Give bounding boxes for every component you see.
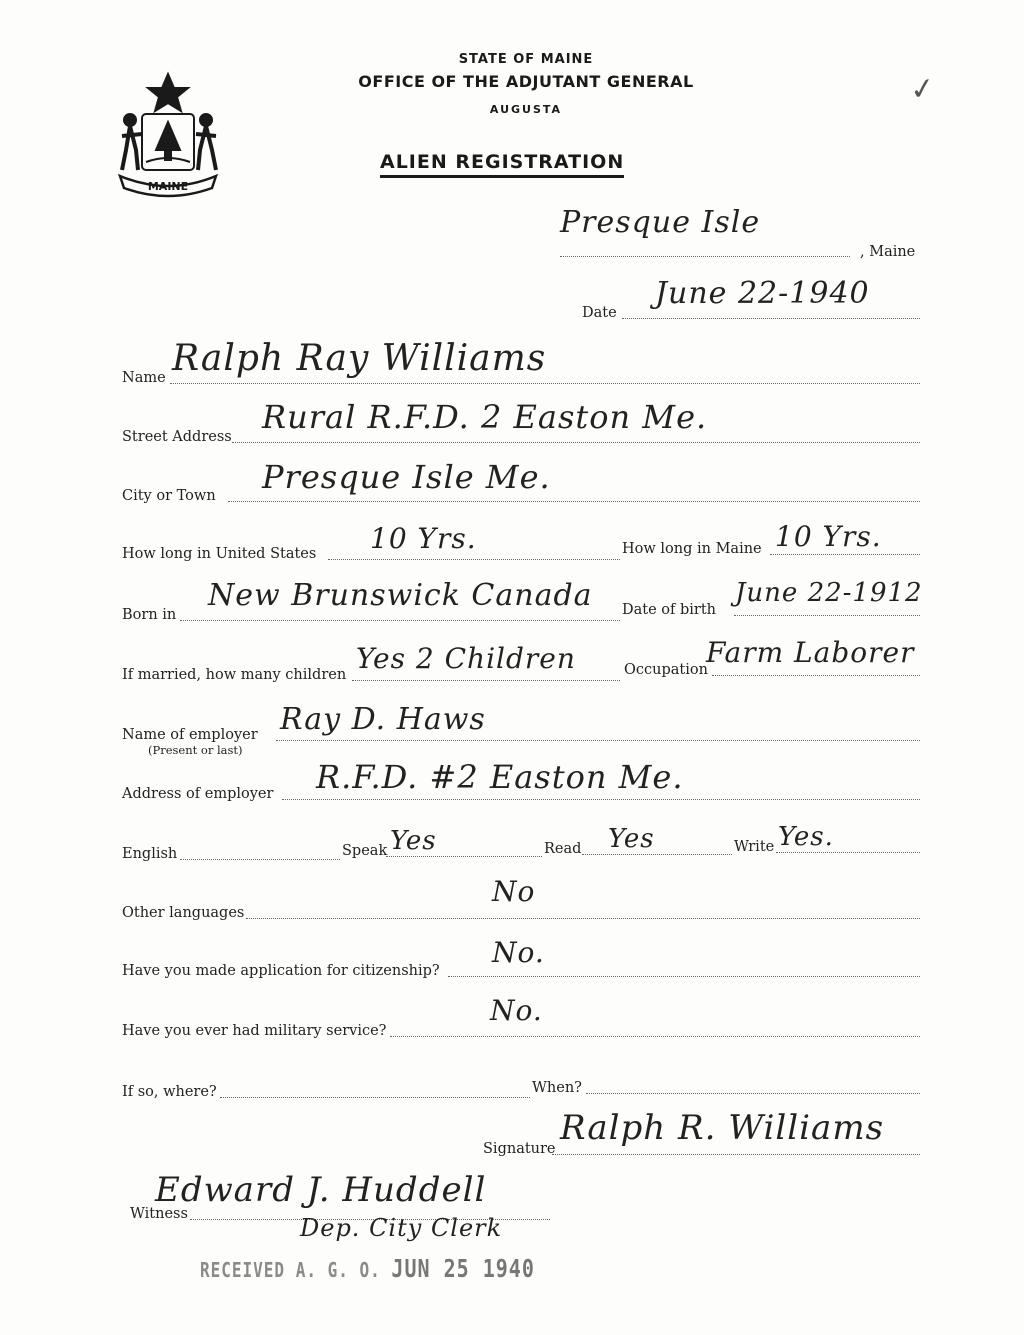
- military-value: No.: [490, 994, 543, 1027]
- write-value: Yes.: [778, 822, 834, 852]
- header-state: STATE OF MAINE: [458, 52, 594, 67]
- street-address-value: Rural R.F.D. 2 Easton Me.: [262, 398, 708, 436]
- how-long-maine-value: 10 Yrs.: [775, 520, 882, 553]
- english-label: English: [122, 846, 178, 862]
- seal-text: MAINE: [147, 180, 189, 193]
- employer-address-value: R.F.D. #2 Easton Me.: [316, 758, 684, 796]
- other-languages-label: Other languages: [122, 905, 245, 921]
- when-label: When?: [532, 1080, 582, 1096]
- how-long-us-value: 10 Yrs.: [370, 522, 477, 555]
- present-or-last-label: (Present or last): [148, 743, 243, 757]
- header-city: AUGUSTA: [489, 103, 563, 116]
- date-label: Date: [582, 305, 617, 321]
- date-of-birth-value: June 22-1912: [735, 578, 923, 608]
- name-label: Name: [122, 370, 166, 386]
- other-languages-value: No: [492, 875, 536, 908]
- signature-value: Ralph R. Williams: [560, 1108, 885, 1148]
- if-married-label: If married, how many children: [122, 667, 347, 683]
- city-label: City or Town: [122, 488, 216, 504]
- witness-name-value: Edward J. Huddell: [155, 1170, 487, 1210]
- place-state-label: , Maine: [860, 244, 916, 260]
- occupation-label: Occupation: [624, 662, 708, 678]
- place-dots: [560, 256, 850, 257]
- street-address-label: Street Address: [122, 429, 232, 445]
- citizenship-label: Have you made application for citizenship?: [122, 963, 440, 979]
- header-office: OFFICE OF THE ADJUTANT GENERAL: [358, 72, 694, 91]
- employer-address-label: Address of employer: [122, 786, 274, 802]
- speak-value: Yes: [390, 826, 437, 856]
- military-label: Have you ever had military service?: [122, 1023, 387, 1039]
- form-title: ALIEN REGISTRATION: [380, 151, 624, 178]
- born-in-label: Born in: [122, 607, 177, 623]
- employer-label: Name of employer: [122, 727, 258, 743]
- check-mark-icon: ✓: [907, 70, 938, 109]
- read-label: Read: [544, 841, 582, 857]
- how-long-maine-label: How long in Maine: [622, 541, 762, 557]
- read-value: Yes: [608, 824, 655, 854]
- city-value: Presque Isle Me.: [262, 458, 551, 496]
- write-label: Write: [734, 839, 775, 855]
- if-so-where-label: If so, where?: [122, 1084, 217, 1100]
- date-of-birth-label: Date of birth: [622, 602, 717, 618]
- stamp-date: JUN 25 1940: [391, 1253, 535, 1283]
- signature-label: Signature: [483, 1141, 556, 1157]
- citizenship-value: No.: [492, 936, 545, 969]
- employer-value: Ray D. Haws: [280, 702, 486, 737]
- if-married-value: Yes 2 Children: [356, 642, 576, 675]
- witness-label: Witness: [130, 1206, 188, 1222]
- name-value: Ralph Ray Williams: [172, 338, 547, 379]
- place-city-value: Presque Isle: [560, 205, 761, 240]
- speak-label: Speak: [342, 843, 388, 859]
- stamp-received: RECEIVED A. G. O.: [200, 1258, 381, 1282]
- date-value: June 22-1940: [655, 276, 870, 311]
- received-stamp: [200, 1253, 535, 1283]
- occupation-value: Farm Laborer: [706, 636, 915, 669]
- how-long-us-label: How long in United States: [122, 546, 317, 562]
- witness-title-value: Dep. City Clerk: [300, 1214, 503, 1242]
- born-in-value: New Brunswick Canada: [208, 578, 593, 613]
